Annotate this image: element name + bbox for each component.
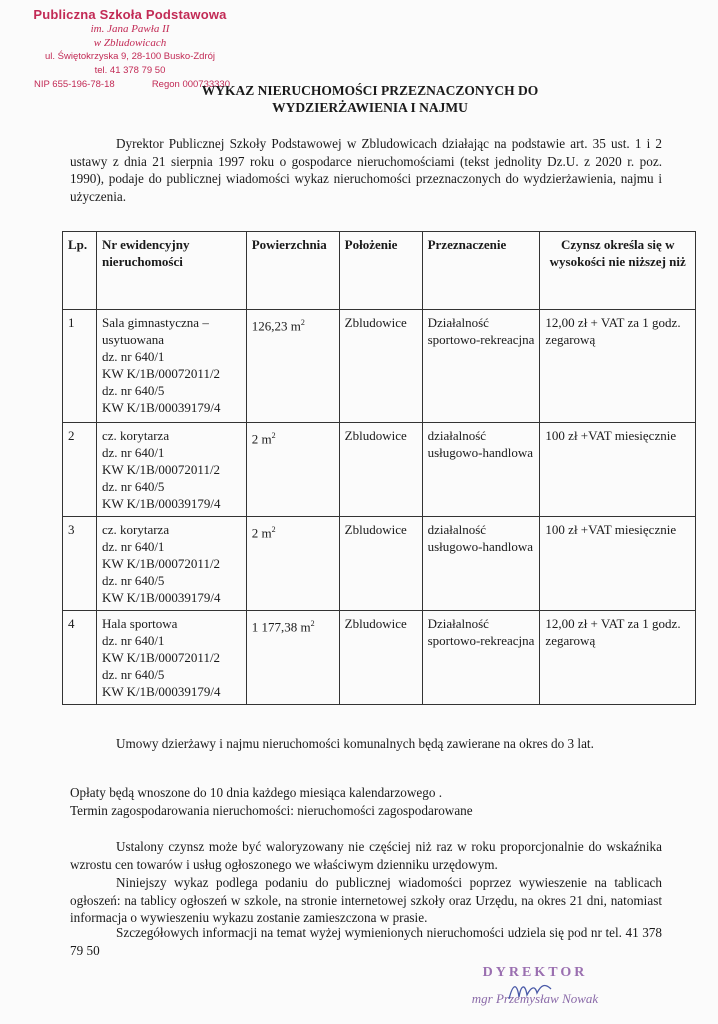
cell-purpose: Działalność sportowo-rekreacjna — [422, 310, 540, 423]
table-row — [63, 310, 696, 423]
stamp-school-name: Publiczna Szkoła Podstawowa — [33, 7, 227, 22]
area-value: 2 m — [251, 525, 272, 541]
nr-line: KW K/1B/00039179/4 — [101, 590, 221, 605]
header-area: Powierzchnia — [246, 232, 339, 310]
area-unit-exponent: 2 — [300, 318, 305, 327]
cell-location: Zbludowice — [339, 611, 422, 705]
nr-line: KW K/1B/00072011/2 — [101, 366, 221, 381]
nr-line: KW K/1B/00072011/2 — [101, 556, 221, 571]
cell-rent: 12,00 zł + VAT za 1 godz. zegarową — [540, 611, 696, 705]
area-value: 126,23 m — [251, 318, 301, 334]
nr-line: cz. korytarza — [101, 428, 170, 443]
cell-purpose: działalność usługowo-handlowa — [422, 423, 540, 517]
title-line-2: WYDZIERŻAWIENIA I NAJMU — [272, 100, 468, 115]
nr-line: Hala sportowa — [101, 616, 178, 631]
area-unit-exponent: 2 — [271, 525, 276, 534]
nr-line: dz. nr 640/5 — [101, 667, 165, 682]
header-lp: Lp. — [63, 232, 97, 310]
header-rent: Czynsz określa się w wysokości nie niższej niż — [540, 232, 696, 310]
handwritten-signature-icon — [505, 979, 555, 1005]
cell-location: Zbludowice — [339, 517, 422, 611]
stamp-address: ul. Świętokrzyska 9, 28-100 Busko-Zdrój — [44, 51, 216, 62]
stamp-place: w Zbludowicach — [93, 37, 167, 49]
nr-line: KW K/1B/00072011/2 — [101, 462, 221, 477]
nr-line: usytuowana — [101, 332, 165, 347]
document-title — [140, 82, 600, 116]
nr-line: dz. nr 640/1 — [101, 349, 165, 364]
area-value: 2 m — [251, 431, 272, 447]
stamp-patron: im. Jana Pawła II — [90, 23, 170, 35]
property-table — [62, 231, 696, 705]
header-nr: Nr ewidencyjny nieruchomości — [96, 232, 246, 310]
development-paragraph: Termin zagospodarowania nieruchomości: nieruchomości zagospodarowane — [70, 803, 473, 818]
cell-lp: 1 — [63, 310, 97, 423]
table-row — [63, 423, 696, 517]
cell-area — [246, 423, 339, 517]
payments-paragraph: Opłaty będą wnoszone do 10 dnia każdego miesiąca kalendarzowego . — [70, 785, 443, 800]
nr-line: KW K/1B/00039179/4 — [101, 400, 221, 415]
cell-nr — [96, 611, 246, 705]
area-unit-exponent: 2 — [310, 619, 315, 628]
publication-paragraph: Niniejszy wykaz podlega podaniu do publicznej wiadomości poprzez wywieszenie na tablicach ogłoszeń: na tablicy ogłoszeń w szkole, na stronie internetowej szkoły oraz Urzędu, na okres 21 dni, natomiast informacja o wywieszeniu wykazu zostanie zamieszczona w prasie. — [70, 875, 662, 925]
nr-line: dz. nr 640/1 — [101, 445, 165, 460]
title-line-1: WYKAZ NIERUCHOMOŚCI PRZEZNACZONYCH DO — [201, 83, 539, 98]
stamp-phone: tel. 41 378 79 50 — [94, 65, 166, 76]
cell-rent: 100 zł +VAT miesięcznie — [540, 517, 696, 611]
cell-nr — [96, 517, 246, 611]
nr-line: dz. nr 640/1 — [101, 633, 165, 648]
stamp-nip: NIP 655-196-78-18 — [34, 79, 115, 90]
cell-area — [246, 310, 339, 423]
indexation-paragraph: Ustalony czynsz może być waloryzowany nie częściej niż raz w roku proporcjonalnie do wskaźnika wzrostu cen towarów i usług ogłoszonego we właściwym dzienniku urzędowym. — [70, 839, 662, 872]
cell-purpose: działalność usługowo-handlowa — [422, 517, 540, 611]
cell-area — [246, 611, 339, 705]
cell-lp: 2 — [63, 423, 97, 517]
cell-nr — [96, 310, 246, 423]
intro-paragraph: Dyrektor Publicznej Szkoły Podstawowej w Zbludowicach działając na podstawie art. 35 ust. 1 i 2 ustawy z dnia 21 sierpnia 1997 roku o gospodarce nieruchomościami (tekst jednolity Dz.U. z 2020 r. poz. 1990), podaje do publicznej wiadomości wykaz nieruchomości przeznaczonych do wydzierżawienia, najmu i użyczenia. — [70, 136, 662, 204]
cell-nr — [96, 423, 246, 517]
details-paragraph: Szczegółowych informacji na temat wyżej wymienionych nieruchomości udziela się pod nr tel. 41 378 79 50 — [70, 925, 662, 958]
cell-location: Zbludowice — [339, 423, 422, 517]
nr-line: dz. nr 640/5 — [101, 573, 165, 588]
table-row — [63, 611, 696, 705]
table-header-row — [63, 232, 696, 310]
nr-line: KW K/1B/00039179/4 — [101, 496, 221, 511]
contracts-paragraph: Umowy dzierżawy i najmu nieruchomości komunalnych będą zawierane na okres do 3 lat. — [116, 736, 594, 751]
header-purpose: Przeznaczenie — [422, 232, 540, 310]
table-row — [63, 517, 696, 611]
nr-line: KW K/1B/00039179/4 — [101, 684, 221, 699]
stamp-regon: Regon 000733330 — [151, 79, 230, 90]
nr-line: KW K/1B/00072011/2 — [101, 650, 221, 665]
signature-name: mgr Przemysław Nowak — [471, 991, 599, 1006]
cell-rent: 100 zł +VAT miesięcznie — [540, 423, 696, 517]
header-location: Położenie — [339, 232, 422, 310]
area-value: 1 177,38 m — [251, 619, 311, 635]
nr-line: dz. nr 640/1 — [101, 539, 165, 554]
area-unit-exponent: 2 — [271, 431, 276, 440]
cell-rent: 12,00 zł + VAT za 1 godz. zegarową — [540, 310, 696, 423]
nr-line: cz. korytarza — [101, 522, 170, 537]
cell-lp: 4 — [63, 611, 97, 705]
cell-lp: 3 — [63, 517, 97, 611]
nr-line: dz. nr 640/5 — [101, 479, 165, 494]
nr-line: Sala gimnastyczna – — [101, 315, 209, 330]
cell-area — [246, 517, 339, 611]
cell-purpose: Działalność sportowo-rekreacjna — [422, 611, 540, 705]
nr-line: dz. nr 640/5 — [101, 383, 165, 398]
director-signature — [445, 965, 625, 1007]
signature-title: DYREKTOR — [482, 965, 588, 980]
school-stamp — [30, 8, 230, 92]
cell-location: Zbludowice — [339, 310, 422, 423]
